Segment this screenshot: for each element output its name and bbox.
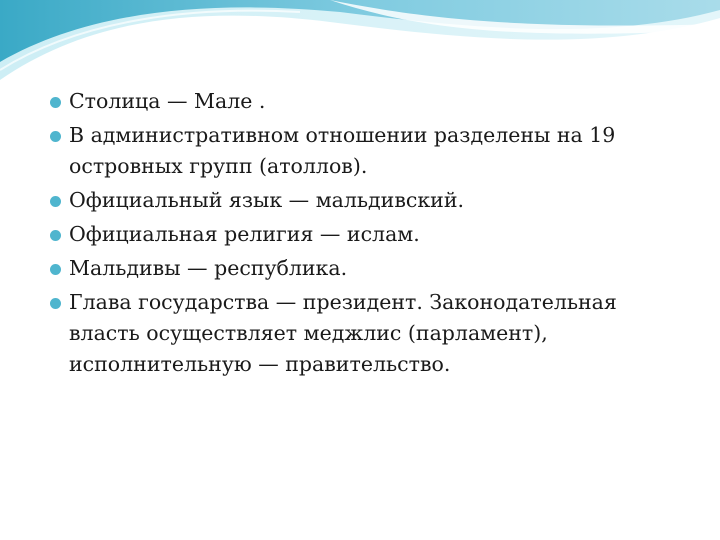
bullet-item-language xyxy=(50,185,690,216)
bullet-text: Официальный язык — мальдивский. xyxy=(69,188,465,212)
bullet-circle-icon xyxy=(50,196,61,207)
bullet-item-republic xyxy=(50,253,690,284)
bullet-item-religion xyxy=(50,219,690,250)
bullet-list xyxy=(50,86,690,383)
header-wave-decoration xyxy=(0,0,720,90)
bullet-circle-icon xyxy=(50,97,61,108)
bullet-item-head-of-state xyxy=(50,287,690,380)
bullet-circle-icon xyxy=(50,131,61,142)
bullet-text: Официальная религия — ислам. xyxy=(69,222,420,246)
bullet-text: Глава государства — президент. Законодательная власть осуществляет меджлис (парламент), исполнительную — правительство. xyxy=(69,290,617,376)
bullet-text: Мальдивы — республика. xyxy=(69,256,348,280)
bullet-text: Столица — Мале . xyxy=(69,89,266,113)
bullet-circle-icon xyxy=(50,230,61,241)
bullet-circle-icon xyxy=(50,264,61,275)
bullet-circle-icon xyxy=(50,298,61,309)
bullet-text: В административном отношении разделены на 19 островных групп (атоллов). xyxy=(69,123,616,178)
bullet-item-administrative xyxy=(50,120,690,182)
bullet-item-capital xyxy=(50,86,690,117)
